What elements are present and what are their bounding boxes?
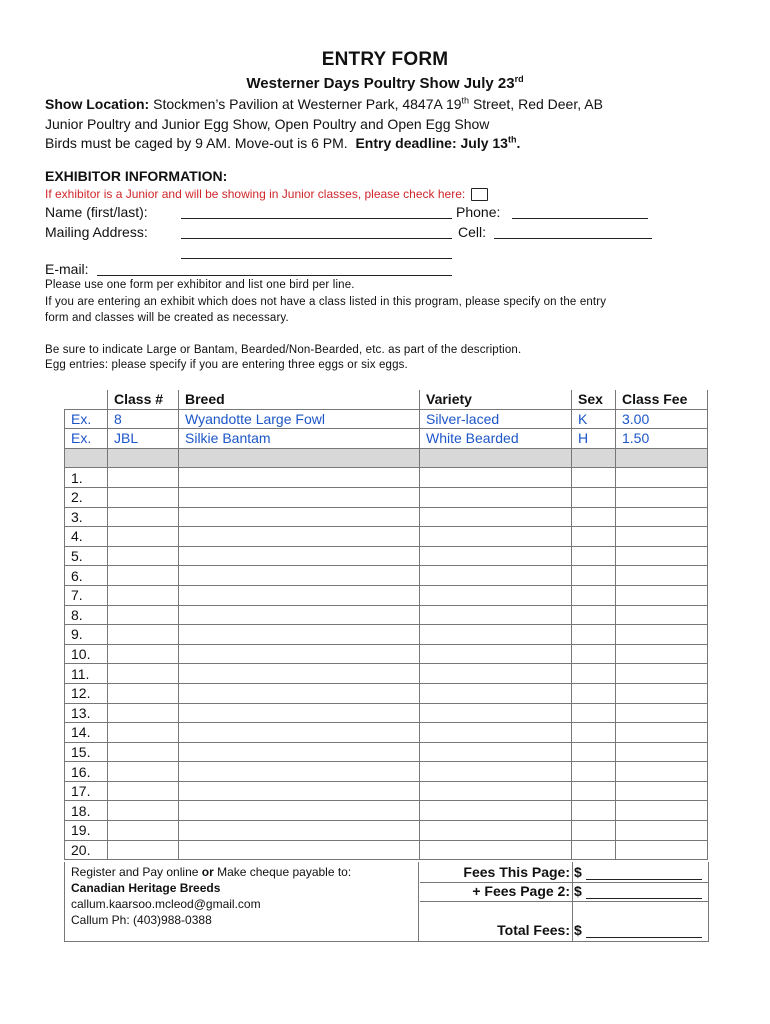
entry-number: 6. bbox=[65, 566, 108, 586]
sex-input[interactable] bbox=[572, 683, 616, 703]
breed-input[interactable] bbox=[179, 507, 420, 527]
class-input[interactable] bbox=[108, 605, 179, 625]
table-row bbox=[65, 566, 708, 586]
sex-input[interactable] bbox=[572, 801, 616, 821]
breed-input[interactable] bbox=[179, 625, 420, 645]
junior-note: If exhibitor is a Junior and will be showing in Junior classes, please check here: bbox=[45, 187, 488, 201]
example-class: 8 bbox=[108, 409, 179, 429]
entry-number: 16. bbox=[65, 762, 108, 782]
fee-input[interactable] bbox=[616, 566, 708, 586]
variety-input[interactable] bbox=[420, 683, 572, 703]
variety-input[interactable] bbox=[420, 527, 572, 547]
fee-input[interactable] bbox=[616, 468, 708, 488]
breed-input[interactable] bbox=[179, 527, 420, 547]
class-input[interactable] bbox=[108, 644, 179, 664]
fee-input[interactable] bbox=[616, 683, 708, 703]
fee-input[interactable] bbox=[616, 821, 708, 841]
sex-input[interactable] bbox=[572, 566, 616, 586]
header-blank bbox=[65, 390, 108, 409]
example-row bbox=[65, 409, 708, 429]
name-field[interactable] bbox=[181, 218, 452, 219]
fee-input[interactable] bbox=[616, 585, 708, 605]
table-row bbox=[65, 742, 708, 762]
fee-input[interactable] bbox=[616, 781, 708, 801]
table-row bbox=[65, 487, 708, 507]
sex-input[interactable] bbox=[572, 625, 616, 645]
payment-info bbox=[65, 862, 419, 941]
header-class-fee: Class Fee bbox=[616, 390, 708, 409]
header-variety: Variety bbox=[420, 390, 572, 409]
table-row bbox=[65, 801, 708, 821]
variety-input[interactable] bbox=[420, 644, 572, 664]
breed-input[interactable] bbox=[179, 487, 420, 507]
table-row bbox=[65, 468, 708, 488]
name-label: Name (first/last): bbox=[45, 204, 148, 220]
breed-input[interactable] bbox=[179, 781, 420, 801]
sex-input[interactable] bbox=[572, 585, 616, 605]
cell-label: Cell: bbox=[458, 224, 487, 240]
instruction-line: If you are entering an exhibit which does not have a class listed in this program, please specify on the entry bbox=[45, 296, 607, 308]
sex-input[interactable] bbox=[572, 781, 616, 801]
sex-input[interactable] bbox=[572, 742, 616, 762]
show-classes-line: Junior Poultry and Junior Egg Show, Open Poultry and Open Egg Show bbox=[45, 116, 490, 132]
class-input[interactable] bbox=[108, 801, 179, 821]
contact-phone: Callum Ph: (403)988-0388 bbox=[71, 913, 212, 927]
class-input[interactable] bbox=[108, 566, 179, 586]
breed-input[interactable] bbox=[179, 723, 420, 743]
variety-input[interactable] bbox=[420, 605, 572, 625]
variety-input[interactable] bbox=[420, 801, 572, 821]
breed-input[interactable] bbox=[179, 742, 420, 762]
example-label: Ex. bbox=[65, 409, 108, 429]
entry-number: 9. bbox=[65, 625, 108, 645]
variety-input[interactable] bbox=[420, 723, 572, 743]
entry-number: 10. bbox=[65, 644, 108, 664]
header-breed: Breed bbox=[179, 390, 420, 409]
example-breed: Wyandotte Large Fowl bbox=[179, 409, 420, 429]
fee-input[interactable] bbox=[616, 742, 708, 762]
variety-input[interactable] bbox=[420, 546, 572, 566]
fee-input[interactable] bbox=[616, 487, 708, 507]
address-field[interactable] bbox=[181, 238, 452, 239]
fee-input[interactable] bbox=[616, 605, 708, 625]
entry-number: 14. bbox=[65, 723, 108, 743]
header-class-number: Class # bbox=[108, 390, 179, 409]
variety-input[interactable] bbox=[420, 742, 572, 762]
fee-input[interactable] bbox=[616, 664, 708, 684]
entries-table bbox=[64, 390, 708, 860]
form-title: ENTRY FORM bbox=[321, 49, 449, 70]
dollar-sign: $ bbox=[574, 883, 582, 899]
entry-number: 5. bbox=[65, 546, 108, 566]
cell-field[interactable] bbox=[494, 238, 652, 239]
entry-number: 20. bbox=[65, 840, 108, 860]
entry-number: 2. bbox=[65, 487, 108, 507]
fees-this-page-label: Fees This Page: bbox=[463, 864, 570, 880]
address-field-line2[interactable] bbox=[181, 258, 452, 259]
entry-number: 13. bbox=[65, 703, 108, 723]
form-subtitle: Westerner Days Poultry Show July 23rd bbox=[246, 74, 524, 92]
breed-input[interactable] bbox=[179, 801, 420, 821]
sex-input[interactable] bbox=[572, 703, 616, 723]
example-fee: 3.00 bbox=[616, 409, 708, 429]
phone-field[interactable] bbox=[512, 218, 648, 219]
table-row bbox=[65, 507, 708, 527]
example-fee: 1.50 bbox=[616, 429, 708, 449]
variety-input[interactable] bbox=[420, 664, 572, 684]
fee-input[interactable] bbox=[616, 625, 708, 645]
breed-input[interactable] bbox=[179, 468, 420, 488]
instruction-line: Please use one form per exhibitor and list one bird per line. bbox=[45, 279, 355, 291]
fee-input[interactable] bbox=[616, 762, 708, 782]
class-input[interactable] bbox=[108, 625, 179, 645]
sex-input[interactable] bbox=[572, 605, 616, 625]
instruction-line: form and classes will be created as necessary. bbox=[45, 312, 289, 324]
sex-input[interactable] bbox=[572, 821, 616, 841]
fee-input[interactable] bbox=[616, 527, 708, 547]
breed-input[interactable] bbox=[179, 840, 420, 860]
table-row bbox=[65, 723, 708, 743]
table-row bbox=[65, 840, 708, 860]
variety-input[interactable] bbox=[420, 625, 572, 645]
class-input[interactable] bbox=[108, 507, 179, 527]
fees-page-2-label: + Fees Page 2: bbox=[472, 883, 570, 899]
total-fees-label: Total Fees: bbox=[497, 922, 570, 938]
variety-input[interactable] bbox=[420, 703, 572, 723]
payment-instruction: Register and Pay online or Make cheque payable to: bbox=[71, 865, 352, 879]
fees-this-page-field[interactable] bbox=[586, 879, 702, 880]
variety-input[interactable] bbox=[420, 585, 572, 605]
example-variety: White Bearded bbox=[420, 429, 572, 449]
variety-input[interactable] bbox=[420, 507, 572, 527]
variety-input[interactable] bbox=[420, 468, 572, 488]
class-input[interactable] bbox=[108, 781, 179, 801]
dollar-sign: $ bbox=[574, 922, 582, 938]
table-row bbox=[65, 703, 708, 723]
breed-input[interactable] bbox=[179, 566, 420, 586]
entry-number: 19. bbox=[65, 821, 108, 841]
variety-input[interactable] bbox=[420, 821, 572, 841]
variety-input[interactable] bbox=[420, 781, 572, 801]
dollar-sign: $ bbox=[574, 864, 582, 880]
fees-footer bbox=[64, 862, 709, 942]
sex-input[interactable] bbox=[572, 723, 616, 743]
email-field[interactable] bbox=[97, 275, 452, 276]
fee-input[interactable] bbox=[616, 840, 708, 860]
breed-input[interactable] bbox=[179, 644, 420, 664]
variety-input[interactable] bbox=[420, 840, 572, 860]
instruction-line: Be sure to indicate Large or Bantam, Bearded/Non-Bearded, etc. as part of the description. bbox=[45, 344, 522, 356]
table-row bbox=[65, 821, 708, 841]
entry-number: 12. bbox=[65, 683, 108, 703]
caging-deadline-line: Birds must be caged by 9 AM. Move-out is 6 PM. Entry deadline: July 13th. bbox=[45, 134, 521, 151]
example-label: Ex. bbox=[65, 429, 108, 449]
contact-email: callum.kaarsoo.mcleod@gmail.com bbox=[71, 897, 261, 911]
breed-input[interactable] bbox=[179, 546, 420, 566]
sex-input[interactable] bbox=[572, 468, 616, 488]
class-input[interactable] bbox=[108, 723, 179, 743]
show-location: Show Location: Stockmen’s Pavilion at Westerner Park, 4847A 19th Street, Red Deer, AB bbox=[45, 95, 603, 112]
table-row bbox=[65, 546, 708, 566]
table-row bbox=[65, 683, 708, 703]
fee-input[interactable] bbox=[616, 546, 708, 566]
fees-page-2-field[interactable] bbox=[586, 898, 702, 899]
entry-number: 18. bbox=[65, 801, 108, 821]
class-input[interactable] bbox=[108, 703, 179, 723]
class-input[interactable] bbox=[108, 762, 179, 782]
fee-input[interactable] bbox=[616, 644, 708, 664]
sex-input[interactable] bbox=[572, 527, 616, 547]
example-breed: Silkie Bantam bbox=[179, 429, 420, 449]
table-row bbox=[65, 781, 708, 801]
entry-number: 1. bbox=[65, 468, 108, 488]
class-input[interactable] bbox=[108, 840, 179, 860]
sex-input[interactable] bbox=[572, 644, 616, 664]
breed-input[interactable] bbox=[179, 762, 420, 782]
entry-number: 15. bbox=[65, 742, 108, 762]
breed-input[interactable] bbox=[179, 585, 420, 605]
entry-number: 8. bbox=[65, 605, 108, 625]
class-input[interactable] bbox=[108, 585, 179, 605]
class-input[interactable] bbox=[108, 468, 179, 488]
example-variety: Silver-laced bbox=[420, 409, 572, 429]
entry-number: 11. bbox=[65, 664, 108, 684]
variety-input[interactable] bbox=[420, 487, 572, 507]
breed-input[interactable] bbox=[179, 605, 420, 625]
fee-input[interactable] bbox=[616, 703, 708, 723]
sex-input[interactable] bbox=[572, 487, 616, 507]
fee-input[interactable] bbox=[616, 723, 708, 743]
separator-row bbox=[65, 448, 708, 468]
sex-input[interactable] bbox=[572, 546, 616, 566]
fee-input[interactable] bbox=[616, 801, 708, 821]
table-row bbox=[65, 644, 708, 664]
entry-number: 4. bbox=[65, 527, 108, 547]
class-input[interactable] bbox=[108, 821, 179, 841]
phone-label: Phone: bbox=[456, 204, 501, 220]
breed-input[interactable] bbox=[179, 664, 420, 684]
example-sex: H bbox=[572, 429, 616, 449]
payee-name: Canadian Heritage Breeds bbox=[71, 881, 221, 895]
table-row bbox=[65, 664, 708, 684]
variety-input[interactable] bbox=[420, 566, 572, 586]
sex-input[interactable] bbox=[572, 840, 616, 860]
table-row bbox=[65, 762, 708, 782]
sex-input[interactable] bbox=[572, 507, 616, 527]
class-input[interactable] bbox=[108, 664, 179, 684]
table-header-row bbox=[65, 390, 708, 409]
breed-input[interactable] bbox=[179, 703, 420, 723]
table-row bbox=[65, 625, 708, 645]
entry-number: 7. bbox=[65, 585, 108, 605]
example-row bbox=[65, 429, 708, 449]
example-class: JBL bbox=[108, 429, 179, 449]
email-label: E-mail: bbox=[45, 261, 89, 277]
entry-number: 3. bbox=[65, 507, 108, 527]
exhibitor-heading: EXHIBITOR INFORMATION: bbox=[45, 168, 228, 184]
total-fees-field[interactable] bbox=[586, 937, 702, 938]
class-input[interactable] bbox=[108, 683, 179, 703]
class-input[interactable] bbox=[108, 546, 179, 566]
junior-checkbox[interactable] bbox=[471, 188, 488, 201]
variety-input[interactable] bbox=[420, 762, 572, 782]
table-row bbox=[65, 585, 708, 605]
class-input[interactable] bbox=[108, 742, 179, 762]
fee-input[interactable] bbox=[616, 507, 708, 527]
breed-input[interactable] bbox=[179, 683, 420, 703]
class-input[interactable] bbox=[108, 527, 179, 547]
instruction-line: Egg entries: please specify if you are entering three eggs or six eggs. bbox=[45, 359, 408, 371]
address-label: Mailing Address: bbox=[45, 224, 148, 240]
entry-number: 17. bbox=[65, 781, 108, 801]
table-row bbox=[65, 527, 708, 547]
table-row bbox=[65, 605, 708, 625]
example-sex: K bbox=[572, 409, 616, 429]
class-input[interactable] bbox=[108, 487, 179, 507]
sex-input[interactable] bbox=[572, 762, 616, 782]
breed-input[interactable] bbox=[179, 821, 420, 841]
sex-input[interactable] bbox=[572, 664, 616, 684]
header-sex: Sex bbox=[572, 390, 616, 409]
